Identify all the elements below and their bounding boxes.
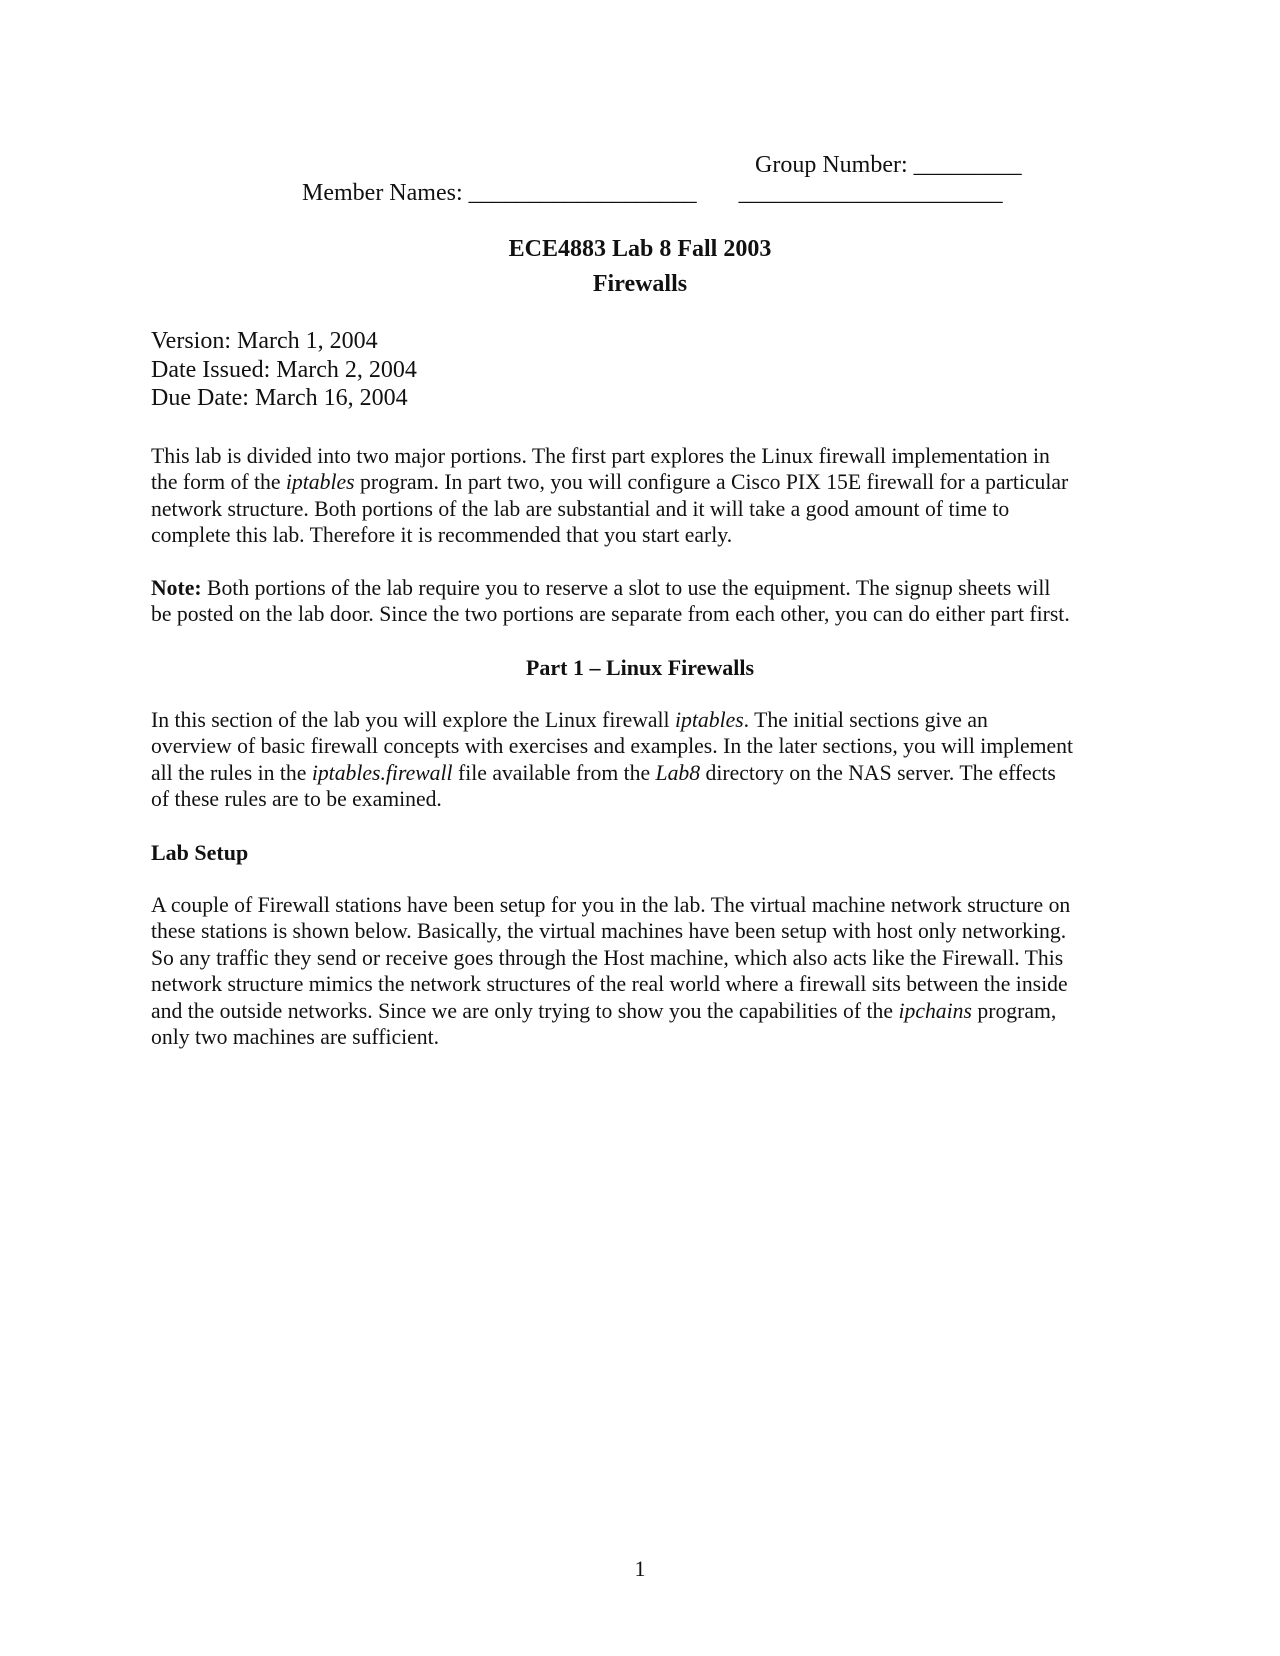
part1-emphasis: iptables [674, 708, 744, 732]
note-label: Note: [151, 576, 202, 600]
lab-setup-emphasis: ipchains [898, 998, 972, 1023]
page-number: 1 [634, 1556, 646, 1581]
member-names-blank-1: ___________________ [468, 180, 697, 206]
member-names-blank-2: ______________________ [738, 180, 1003, 206]
part1-line [151, 760, 1151, 786]
note-line [151, 575, 1151, 601]
lab-setup-line [151, 998, 1151, 1024]
part1-text: In this section of the lab you will explore the Linux firewall [151, 708, 675, 732]
part1-text: . The initial sections give an [743, 708, 988, 732]
version-line: Version: March 1, 2004 [151, 328, 378, 354]
part1-emphasis: iptables.firewall [311, 760, 453, 785]
intro-line: network structure. Both portions of the lab are substantial and it will take a good amount of time to [151, 496, 1010, 521]
document-meta [151, 327, 417, 413]
lab-setup-paragraph [151, 892, 1151, 1050]
intro-line: complete this lab. Therefore it is recommended that you start early. [151, 523, 733, 548]
intro-text: the form of the [151, 470, 286, 495]
document-title: ECE4883 Lab 8 Fall 2003 [508, 236, 772, 262]
lab-setup-line: only two machines are sufficient. [151, 1025, 440, 1050]
date-issued-line: Date Issued: March 2, 2004 [151, 356, 417, 383]
intro-text: program. In part two, you will configure a Cisco PIX 15E firewall for a particular [354, 470, 1069, 495]
part1-text: all the rules in the [151, 760, 312, 785]
part1-emphasis: Lab8 [655, 760, 701, 785]
lab-setup-line: So any traffic they send or receive goes through the Host machine, which also acts like the Firewall. This [151, 945, 1064, 970]
member-names-field [302, 180, 1003, 206]
note-text: Both portions of the lab require you to reserve a slot to use the equipment. The signup sheets will [201, 576, 1051, 600]
intro-line [151, 469, 1151, 495]
note-paragraph [151, 575, 1151, 628]
lab-setup-text: program, [971, 998, 1057, 1023]
lab-setup-line: these stations is shown below. Basically, the virtual machines have been setup with host only networking. [151, 919, 1067, 944]
lab-setup-heading: Lab Setup [151, 840, 249, 865]
document-subtitle: Firewalls [592, 271, 688, 297]
intro-line: This lab is divided into two major portions. The first part explores the Linux firewall implementation in [151, 444, 1050, 468]
note-line: be posted on the lab door. Since the two portions are separate from each other, you can do either part first. [151, 602, 1070, 627]
part1-text: directory on the NAS server. The effects [700, 760, 1056, 785]
group-number-label: Group Number: [755, 152, 908, 178]
lab-setup-text: and the outside networks. Since we are only trying to show you the capabilities of the [151, 998, 899, 1023]
group-number-field [755, 152, 1022, 178]
intro-paragraph [151, 443, 1151, 549]
part1-line [151, 707, 1151, 733]
part1-text: file available from the [452, 760, 656, 785]
part1-line: of these rules are to be examined. [151, 787, 442, 812]
part1-paragraph [151, 707, 1151, 813]
part1-line: overview of basic firewall concepts with exercises and examples. In the later sections, you will implement [151, 734, 1074, 759]
lab-setup-line: network structure mimics the network structures of the real world where a firewall sits between the inside [151, 972, 1068, 997]
member-names-label: Member Names: [302, 180, 463, 206]
intro-emphasis: iptables [285, 470, 355, 495]
lab-setup-line: A couple of Firewall stations have been setup for you in the lab. The virtual machine network structure on [151, 893, 1071, 917]
due-date-line: Due Date: March 16, 2004 [151, 385, 408, 411]
part1-heading: Part 1 – Linux Firewalls [525, 655, 755, 680]
group-number-blank: _________ [913, 152, 1022, 178]
